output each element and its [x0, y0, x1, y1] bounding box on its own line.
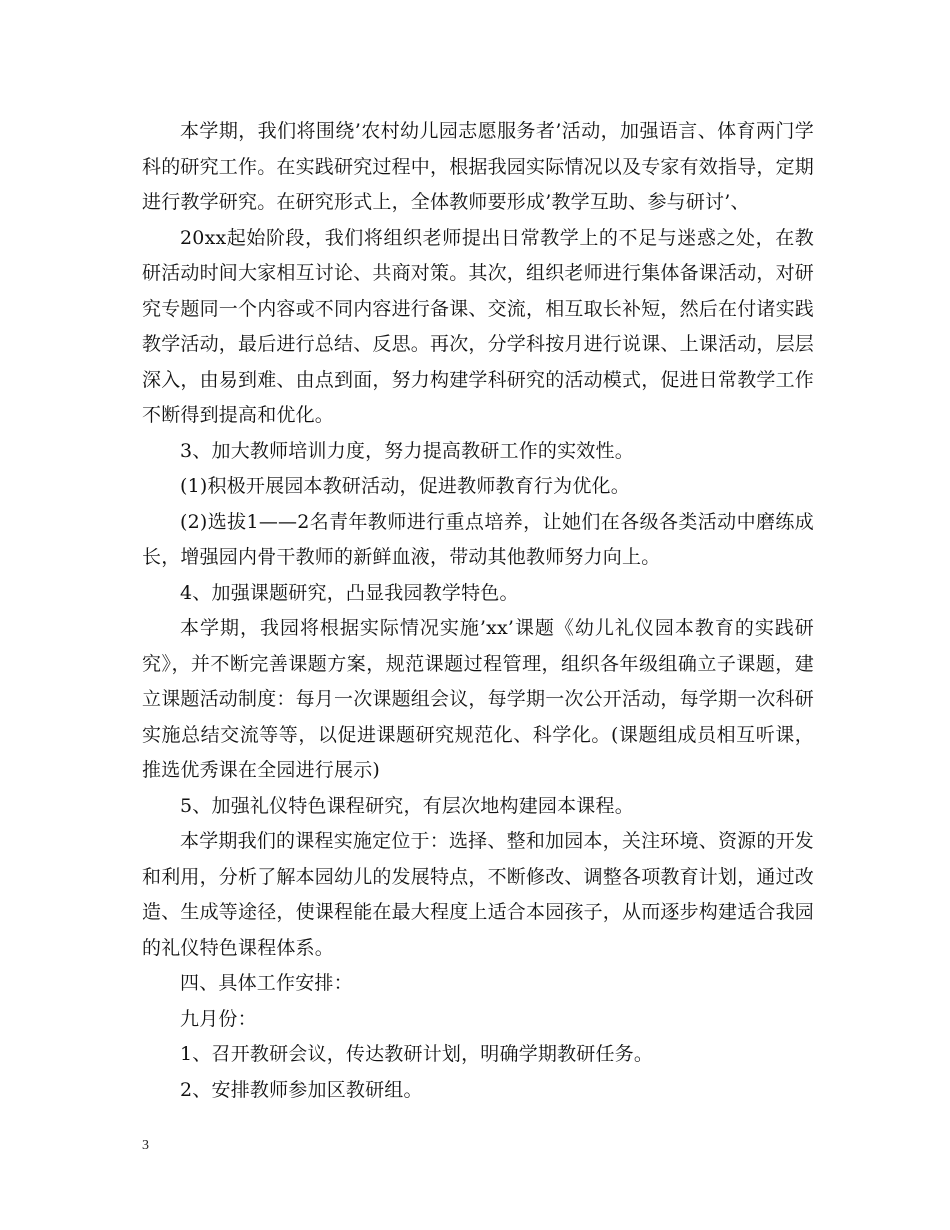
paragraph-1: 本学期，我们将围绕’农村幼儿园志愿服务者’活动，加强语言、体育两门学科的研究工作。在实践研究过程中，根据我园实际情况以及专家有效指导，定期进行教学研究。在研究形式上，全体教师要形成’教学互助、参与研讨’、: [142, 120, 815, 213]
paragraph-7: 本学期，我园将根据实际情况实施’xx’课题《幼儿礼仪园本教育的实践研究》，并不断完善课题方案，规范课题过程管理，组织各年级组确立子课题，建立课题活动制度：每月一次课题组会议，每学期一次公开活动，每学期一次科研实施总结交流等等，以促进课题研究规范化、科学化。(课题组成员相互听课，推选优秀课在全园进行展示): [142, 617, 815, 781]
paragraph-9: 本学期我们的课程实施定位于：选择、整和加园本，关注环境、资源的开发和利用，分析了解本园幼儿的发展特点，不断修改、调整各项教育计划，通过改造、生成等途径，使课程能在最大程度上适合本园孩子，从而逐步构建适合我园的礼仪特色课程体系。: [142, 830, 815, 959]
paragraph-13: 2、安排教师参加区教研组。: [180, 1078, 423, 1101]
paragraph-6: 4、加强课题研究，凸显我园教学特色。: [180, 581, 519, 604]
paragraph-12: 1、召开教研会议，传达教研计划，明确学期教研任务。: [180, 1043, 654, 1065]
paragraph-8: 5、加强礼仪特色课程研究，有层次地构建园本课程。: [180, 794, 634, 817]
document-body: [142, 114, 814, 1108]
page-number: 3: [142, 1138, 149, 1153]
paragraph-10: 四、具体工作安排：: [180, 972, 353, 994]
paragraph-11: 九月份：: [180, 1007, 257, 1030]
paragraph-2: 20xx起始阶段，我们将组织老师提出日常教学上的不足与迷惑之处，在教研活动时间大家相互讨论、共商对策。其次，组织老师进行集体备课活动，对研究专题同一个内容或不同内容进行备课、交流，相互取长补短，然后在付诸实践教学活动，最后进行总结、反思。再次，分学科按月进行说课、上课活动，层层深入，由易到难、由点到面，努力构建学科研究的活动模式，促进日常教学工作不断得到提高和优化。: [142, 226, 815, 426]
paragraph-5: (2)选拔1——2名青年教师进行重点培养，让她们在各级各类活动中磨练成长，增强园内骨干教师的新鲜血液，带动其他教师努力向上。: [142, 510, 814, 568]
paragraph-3: 3、加大教师培训力度，努力提高教研工作的实效性。: [180, 439, 634, 462]
paragraph-4: (1)积极开展园本教研活动，促进教师教育行为优化。: [180, 475, 630, 497]
